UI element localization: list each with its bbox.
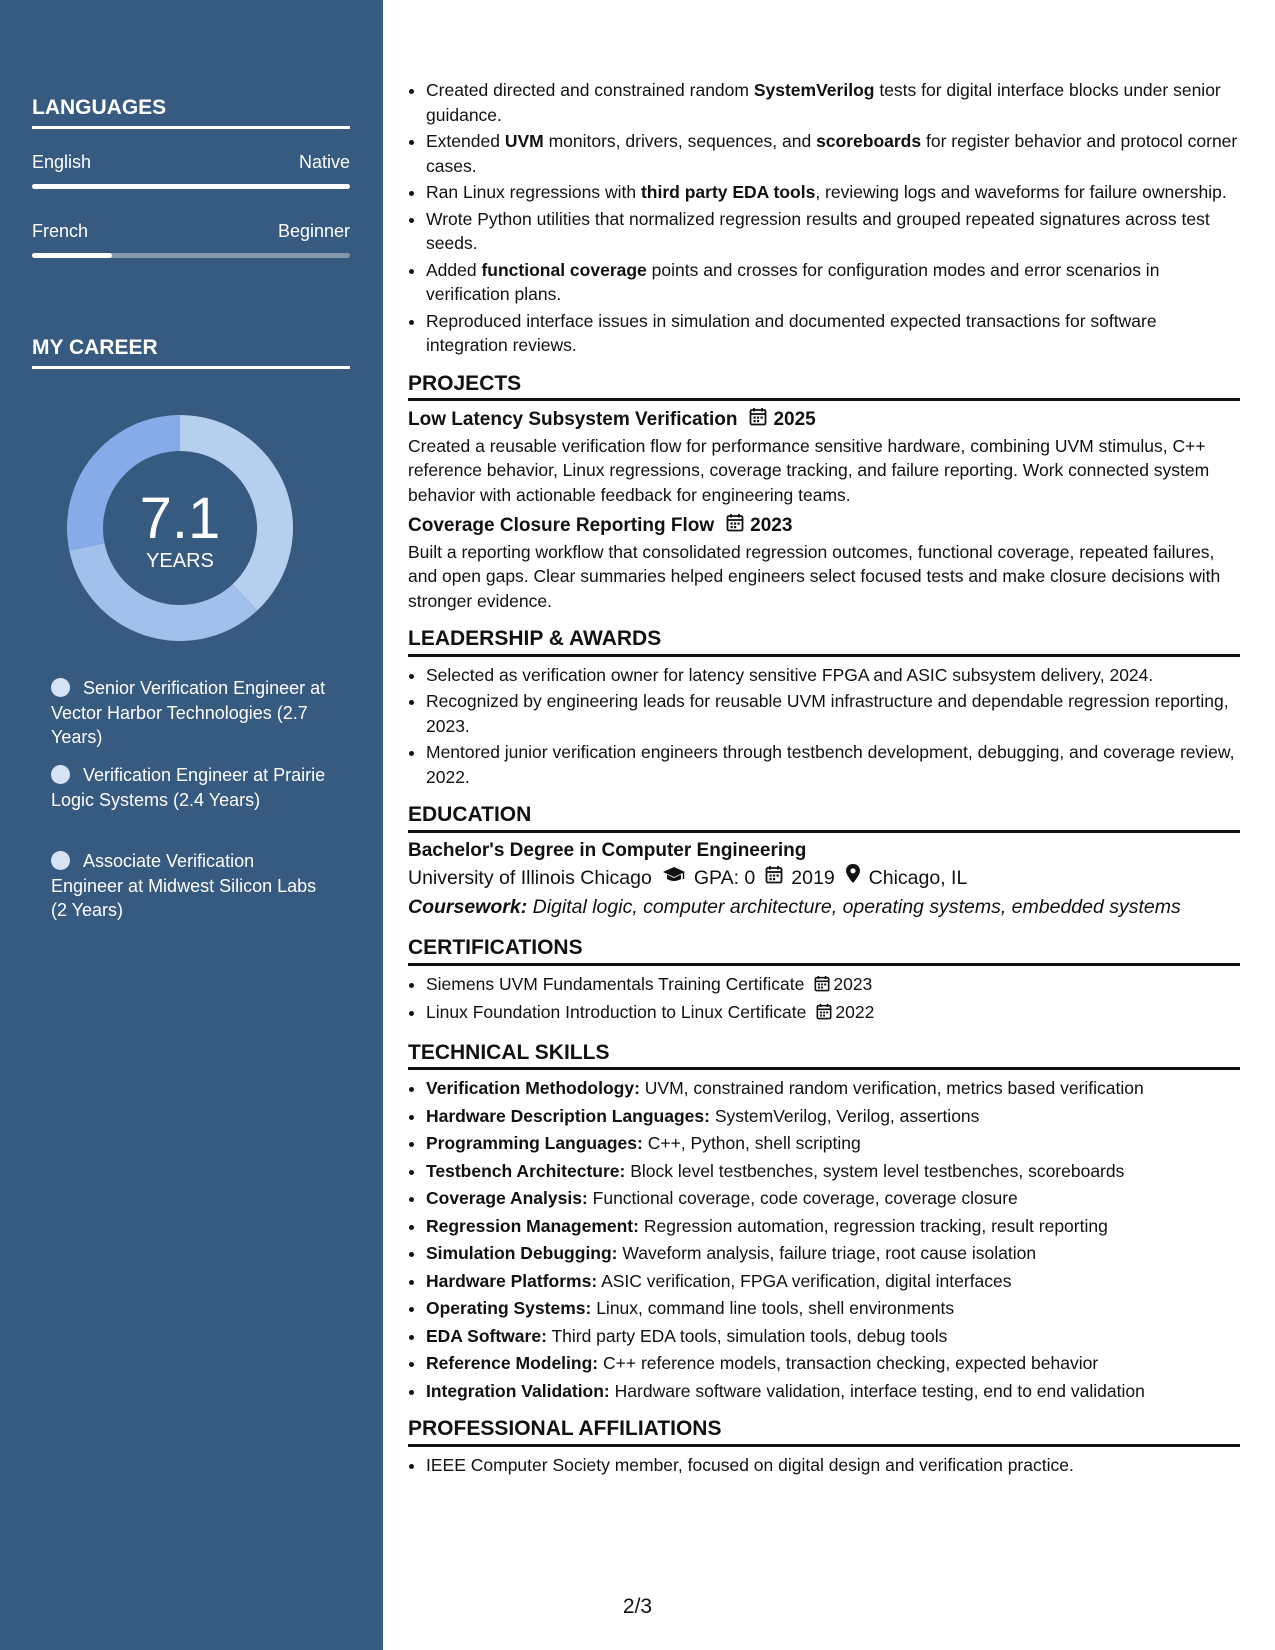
language-proficiency-bar [32, 253, 350, 258]
project-title [408, 513, 1240, 540]
skill-label: Coverage Analysis: [426, 1188, 588, 1208]
language-name: French [32, 221, 89, 241]
bullet-text: Created directed and constrained random [426, 80, 754, 100]
skill-label: Hardware Platforms: [426, 1270, 598, 1291]
career-item-text: Senior Verification Engineer at Vector Harbor Technologies (2.7 Years) [51, 678, 326, 747]
skill-value: Regression automation, regression tracking, result reporting [643, 1215, 1108, 1236]
skill-item [426, 1076, 1240, 1101]
skill-label: Simulation Debugging: [426, 1243, 618, 1263]
career-item [51, 676, 326, 750]
languages-heading: LANGUAGES [32, 96, 350, 129]
skill-value: C++ reference models, transaction checking, expected behavior [603, 1353, 1099, 1373]
career-item [51, 849, 326, 923]
skill-label: Hardware Description Languages: [426, 1105, 710, 1126]
calendar-icon [749, 407, 767, 434]
certification-name: Siemens UVM Fundamentals Training Certificate [426, 973, 805, 994]
skill-item [426, 1159, 1240, 1184]
bullet-emphasis: UVM [504, 131, 544, 151]
map-pin-icon [845, 863, 861, 893]
education-heading: EDUCATION [408, 803, 1240, 833]
skill-label: Operating Systems: [426, 1298, 592, 1318]
bullet-dot-icon [51, 765, 70, 784]
bullet-text: tests for digital interface blocks under senior guidance. [426, 80, 1221, 125]
project-description: Built a reporting workflow that consolidated regression outcomes, functional coverage, repeated failures, and open gaps. Clear summaries helped engineers select focused tests and make closure decisions with stronger evidence. [408, 541, 1221, 611]
skill-value: Waveform analysis, failure triage, root cause isolation [622, 1243, 1037, 1263]
skill-label: EDA Software: [426, 1325, 547, 1346]
skill-value: SystemVerilog, Verilog, assertions [714, 1105, 980, 1126]
education-degree: Bachelor's Degree in Computer Engineering [408, 839, 807, 861]
skill-item [426, 1131, 1240, 1156]
career-heading: MY CAREER [32, 336, 350, 369]
bullet-emphasis: scoreboards [816, 131, 922, 151]
bullet-text: , reviewing logs and waveforms for failure ownership. [815, 182, 1227, 202]
sidebar [0, 0, 383, 1650]
experience-bullet [426, 78, 1240, 127]
skill-item [426, 1379, 1240, 1404]
calendar-icon [814, 974, 830, 999]
skill-value: Hardware software validation, interface testing, end to end validation [614, 1380, 1145, 1401]
education-school: University of Illinois Chicago [408, 866, 652, 889]
experience-bullet [426, 258, 1240, 307]
affiliations-heading: PROFESSIONAL AFFILIATIONS [408, 1417, 1240, 1447]
skill-value: Functional coverage, code coverage, coverage closure [592, 1188, 1018, 1208]
education-coursework [408, 893, 1240, 922]
certifications-heading: CERTIFICATIONS [408, 936, 1240, 966]
skill-label: Regression Management: [426, 1215, 639, 1236]
bullet-text: for register behavior and protocol corner cases. [426, 131, 1238, 176]
education-year: 2019 [791, 866, 835, 889]
bullet-text: monitors, drivers, sequences, and [543, 131, 817, 151]
career-item-text: Verification Engineer at Prairie Logic Systems (2.4 Years) [51, 765, 326, 810]
page-number [0, 1595, 1275, 1619]
career-total-unit: YEARS [146, 550, 214, 572]
affiliations-list [408, 1453, 1240, 1478]
skill-value: Block level testbenches, system level testbenches, scoreboards [630, 1160, 1125, 1181]
skill-item [426, 1351, 1240, 1376]
skill-value: Third party EDA tools, simulation tools, debug tools [551, 1325, 948, 1346]
list-item: • IEEE Computer Society member, focused on digital design and verification practice. [426, 1453, 1240, 1478]
certification-year: 2022 [835, 1002, 875, 1022]
skill-value: C++, Python, shell scripting [647, 1133, 861, 1153]
education-location: Chicago, IL [868, 866, 968, 889]
graduation-cap-icon [662, 864, 686, 893]
bullet-text: Ran Linux regressions with [426, 182, 641, 202]
skill-item [426, 1269, 1240, 1294]
skill-item [426, 1241, 1240, 1266]
language-proficiency-fill [32, 253, 112, 258]
career-item-text: Associate Verification Engineer at Midwest Silicon Labs (2 Years) [51, 851, 317, 920]
experience-bullet [426, 180, 1240, 205]
list-item: • Recognized by engineering leads for reusable UVM infrastructure and dependable regression reporting, 2023. [426, 689, 1240, 738]
skill-value: Linux, command line tools, shell environments [596, 1298, 955, 1318]
calendar-icon [816, 1002, 832, 1027]
leadership-heading: LEADERSHIP & AWARDS [408, 627, 1240, 657]
experience-bullet [426, 309, 1240, 358]
bullet-text: points and crosses for configuration modes and error scenarios in verification plans. [426, 259, 1160, 304]
list-item [426, 1000, 1240, 1027]
skills-heading: TECHNICAL SKILLS [408, 1041, 1240, 1071]
certifications-list [408, 972, 1240, 1027]
list-item: • Mentored junior verification engineers through testbench development, debugging, and coverage review, 2022. [426, 740, 1240, 789]
experience-bullet [426, 129, 1240, 178]
skill-item [426, 1324, 1240, 1349]
list-item [426, 972, 1240, 999]
language-level: Beginner [277, 221, 350, 241]
bullet-text: Extended [426, 131, 505, 151]
page-number-text: 2/3 [622, 1595, 653, 1618]
skill-label: Reference Modeling: [426, 1353, 599, 1373]
calendar-icon [726, 513, 744, 540]
language-level: Native [298, 152, 350, 172]
language-row [32, 152, 350, 173]
career-total-years: 7.1 [139, 486, 221, 551]
project-year: 2025 [773, 409, 816, 430]
coursework-text: Digital logic, computer architecture, operating systems, embedded systems [532, 896, 1181, 918]
bullet-dot-icon [51, 851, 70, 870]
skill-item [426, 1104, 1240, 1129]
skill-label: Integration Validation: [426, 1380, 610, 1401]
bullet-emphasis: functional coverage [481, 259, 647, 280]
language-proficiency-bar [32, 184, 350, 189]
calendar-icon [765, 864, 783, 893]
skill-item [426, 1186, 1240, 1211]
projects-heading: PROJECTS [408, 372, 1240, 402]
skills-list [408, 1076, 1240, 1403]
language-proficiency-fill [32, 184, 350, 189]
skill-item [426, 1296, 1240, 1321]
skill-value: UVM, constrained random verification, metrics based verification [644, 1078, 1144, 1098]
project-title [408, 407, 1240, 434]
bullet-dot-icon [51, 678, 70, 697]
list-item: • Selected as verification owner for latency sensitive FPGA and ASIC subsystem delivery, 2024. [426, 663, 1240, 688]
main-content [408, 78, 1240, 1479]
bullet-text: Wrote Python utilities that normalized regression results and grouped repeated signatures across test seeds. [426, 208, 1210, 253]
project-name: Low Latency Subsystem Verification [408, 409, 738, 430]
skill-label: Programming Languages: [426, 1133, 643, 1153]
leadership-list [408, 663, 1240, 790]
experience-bullets [408, 78, 1240, 358]
skill-value: ASIC verification, FPGA verification, digital interfaces [601, 1270, 1012, 1291]
project-description: Created a reusable verification flow for performance sensitive hardware, combining UVM stimulus, C++ reference behavior, Linux regressions, coverage tracking, and failure reporting. Work connected system behavior with actionable feedback for engineering teams. [408, 435, 1210, 505]
career-item [51, 763, 326, 812]
education-gpa: GPA: 0 [693, 866, 756, 889]
language-row [32, 221, 350, 242]
skill-label: Verification Methodology: [426, 1078, 640, 1098]
bullet-emphasis: third party EDA tools [640, 182, 816, 202]
education-details [408, 863, 1240, 893]
experience-bullet [426, 207, 1240, 256]
certification-name: Linux Foundation Introduction to Linux Certificate [426, 1002, 807, 1022]
certification-year: 2023 [833, 973, 873, 994]
project-year: 2023 [750, 515, 793, 536]
bullet-text: Reproduced interface issues in simulation and documented expected transactions for software integration reviews. [426, 310, 1157, 355]
coursework-label: Coursework: [408, 896, 528, 918]
skill-label: Testbench Architecture: [426, 1160, 626, 1181]
language-name: English [32, 152, 92, 172]
skill-item [426, 1214, 1240, 1239]
project-name: Coverage Closure Reporting Flow [408, 515, 715, 536]
bullet-emphasis: SystemVerilog [753, 80, 875, 100]
bullet-text: Added [426, 259, 482, 280]
